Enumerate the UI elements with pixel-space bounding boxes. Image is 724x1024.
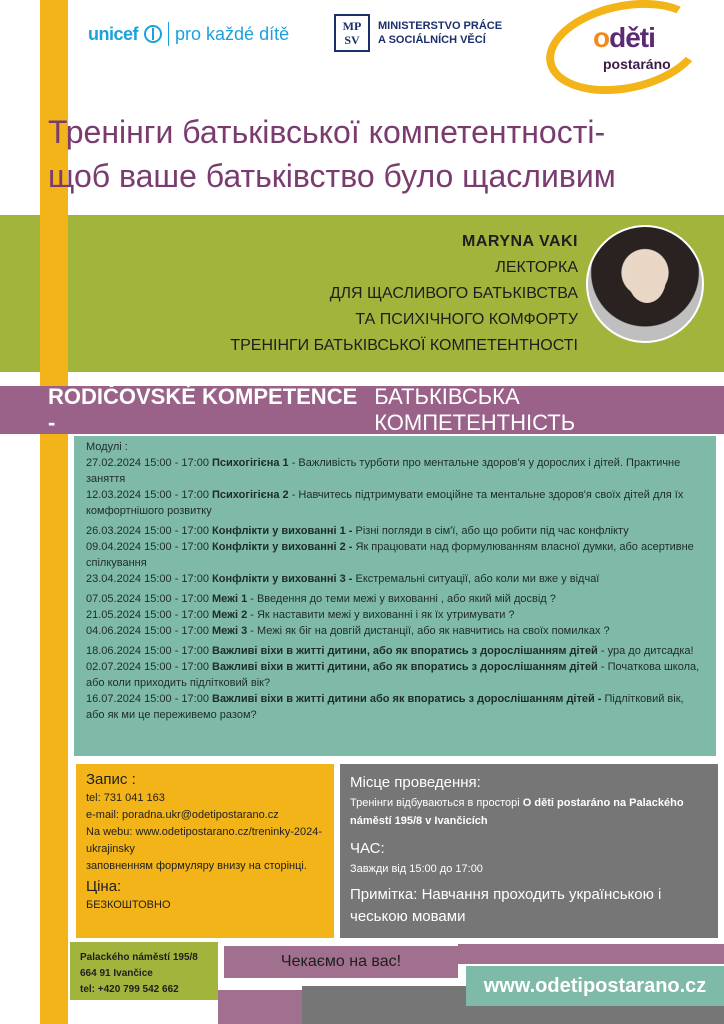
banner-rest: БАТЬКІВСЬКА КОМПЕТЕНТНІСТЬ [374, 384, 576, 435]
module-group-3 [86, 591, 704, 639]
mpsv-name [378, 19, 502, 47]
title-line-1: Тренінги батьківської компетентності- [48, 114, 606, 150]
address-line-1: Palackého náměstí 195/8 [80, 952, 198, 963]
lecturer-line-1: ЛЕКТОРКА [495, 259, 578, 276]
list-item: 12.03.2024 15:00 - 17:00 Психогігієна 2 - Навчитесь підтримувати емоційне та ментальне здоров'я своїх дітей для їх комфортнішого розвитку [86, 489, 684, 517]
lecturer-line-2: ДЛЯ ЩАСЛИВОГО БАТЬКІВСТВА [329, 285, 578, 302]
address-line-2: 664 91 Ivančice [80, 968, 153, 979]
mpsv-mark-bottom: SV [344, 33, 360, 47]
list-item: 04.06.2024 15:00 - 17:00 Межі 3 - Межі як біг на довгій дистанції, або як навчитись на своїх помилках ? [86, 625, 610, 637]
venue-box [340, 764, 718, 938]
contact-form-note: заповненням формуляру внизу на сторінці. [86, 860, 307, 872]
module-group-4 [86, 643, 704, 723]
module-group-2 [86, 523, 704, 587]
price-heading: Ціна: [86, 878, 122, 895]
decor-strip [458, 944, 724, 964]
price-value: БЕЗКОШТОВНО [86, 899, 171, 911]
mpsv-mark-top: MP [342, 19, 362, 33]
mpsv-line-1: MINISTERSTVO PRÁCE [378, 20, 503, 32]
mpsv-mark [334, 14, 370, 52]
lecturer-info [230, 233, 578, 359]
unicef-brand: unicef [88, 23, 139, 44]
website-link[interactable] [466, 966, 724, 1006]
title-line-2: щоб ваше батьківство було щасливим [48, 158, 616, 194]
time-heading: ЧАС: [350, 840, 385, 857]
module-group-1 [86, 455, 704, 519]
footer-address [70, 942, 218, 1000]
footer-phone: tel: +420 799 542 662 [80, 984, 179, 995]
odeti-main [593, 22, 655, 54]
odeti-postarano-logo [545, 2, 724, 94]
venue-heading: Місце проведення: [350, 774, 481, 791]
mpsv-logo [334, 14, 502, 52]
decor-block [466, 1006, 724, 1024]
list-item: 09.04.2024 15:00 - 17:00 Конфлікти у вихованні 2 - Як працювати над формулюванням власної думки, або асертивне спілкування [86, 541, 694, 569]
banner-bold: RODIČOVSKÉ KOMPETENCE - [48, 384, 358, 435]
logo-divider [168, 22, 169, 46]
lecturer-name: MARYNA VAKI [461, 233, 578, 250]
lecturer-line-3: ТА ПСИХІЧНОГО КОМФОРТУ [355, 311, 578, 328]
lecturer-photo [586, 225, 704, 343]
list-item: 18.06.2024 15:00 - 17:00 Важливі віхи в житті дитини, або як впоратись з дорослішанням дітей - ура до дитсадка! [86, 645, 694, 657]
time-value: Завжди від 15:00 до 17:00 [350, 863, 483, 875]
list-item: 16.07.2024 15:00 - 17:00 Важливі віхи в житті дитини або як впоратись з дорослішанням дітей - Підлітковий вік, або як ми це переживемо разом? [86, 693, 684, 721]
unicef-tagline: pro každé dítě [175, 23, 290, 44]
venue-text: Тренінги відбуваються в просторі O děti postaráno na Palackého náměstí 195/8 v Ivančicích [350, 797, 684, 827]
mpsv-line-2: A SOCIÁLNÍCH VĚCÍ [378, 34, 486, 46]
unicef-logo [88, 22, 289, 46]
contact-web: Na webu: www.odetipostarano.cz/treninky-2024-ukrajinsky [86, 826, 323, 855]
list-item: 02.07.2024 15:00 - 17:00 Важливі віхи в житті дитини, або як впоратись з дорослішанням дітей - Початкова школа, або коли приходить підлітковий вік? [86, 661, 700, 689]
modules-header: Модулі : [86, 441, 128, 453]
list-item: 21.05.2024 15:00 - 17:00 Межі 2 - Як наставити межі у вихованні і як їх утримувати ? [86, 609, 515, 621]
lecturer-line-4: ТРЕНІНГИ БАТЬКІВСЬКОЇ КОМПЕТЕНТНОСТІ [230, 337, 578, 354]
odeti-main-a: o [593, 22, 610, 53]
lecturer-section [0, 225, 724, 365]
photo-face [628, 255, 666, 303]
waiting-banner [224, 946, 458, 978]
registration-box [76, 764, 334, 938]
decor-block [302, 986, 466, 1024]
contact-email: e-mail: poradna.ukr@odetipostarano.cz [86, 809, 279, 821]
list-item: 27.02.2024 15:00 - 17:00 Психогігієна 1 - Важливість турботи про ментальне здоров'я у дорослих і дітей. Практичне заняття [86, 457, 681, 485]
section-banner [0, 386, 724, 434]
modules-box [74, 436, 716, 756]
page-title [48, 110, 718, 198]
globe-icon [144, 25, 162, 43]
list-item: 26.03.2024 15:00 - 17:00 Конфлікти у вихованні 1 - Різні погляди в сім'ї, або що робити під час конфлікту [86, 525, 629, 537]
odeti-sub: postaráno [603, 56, 671, 72]
registration-heading: Запис : [86, 771, 136, 788]
odeti-main-b: děti [609, 22, 655, 53]
waiting-text: Чекаємо на вас! [280, 953, 402, 970]
contact-phone: tel: 731 041 163 [86, 792, 165, 804]
website-url[interactable]: www.odetipostarano.cz [483, 974, 707, 997]
list-item: 07.05.2024 15:00 - 17:00 Межі 1 - Введення до теми межі у вихованні , або який мій досвід ? [86, 593, 556, 605]
list-item: 23.04.2024 15:00 - 17:00 Конфлікти у вихованні 3 - Екстремальні ситуації, або коли ми вже у відчаї [86, 573, 600, 585]
language-note: Примітка: Навчання проходить українською і чеською мовами [350, 886, 662, 925]
